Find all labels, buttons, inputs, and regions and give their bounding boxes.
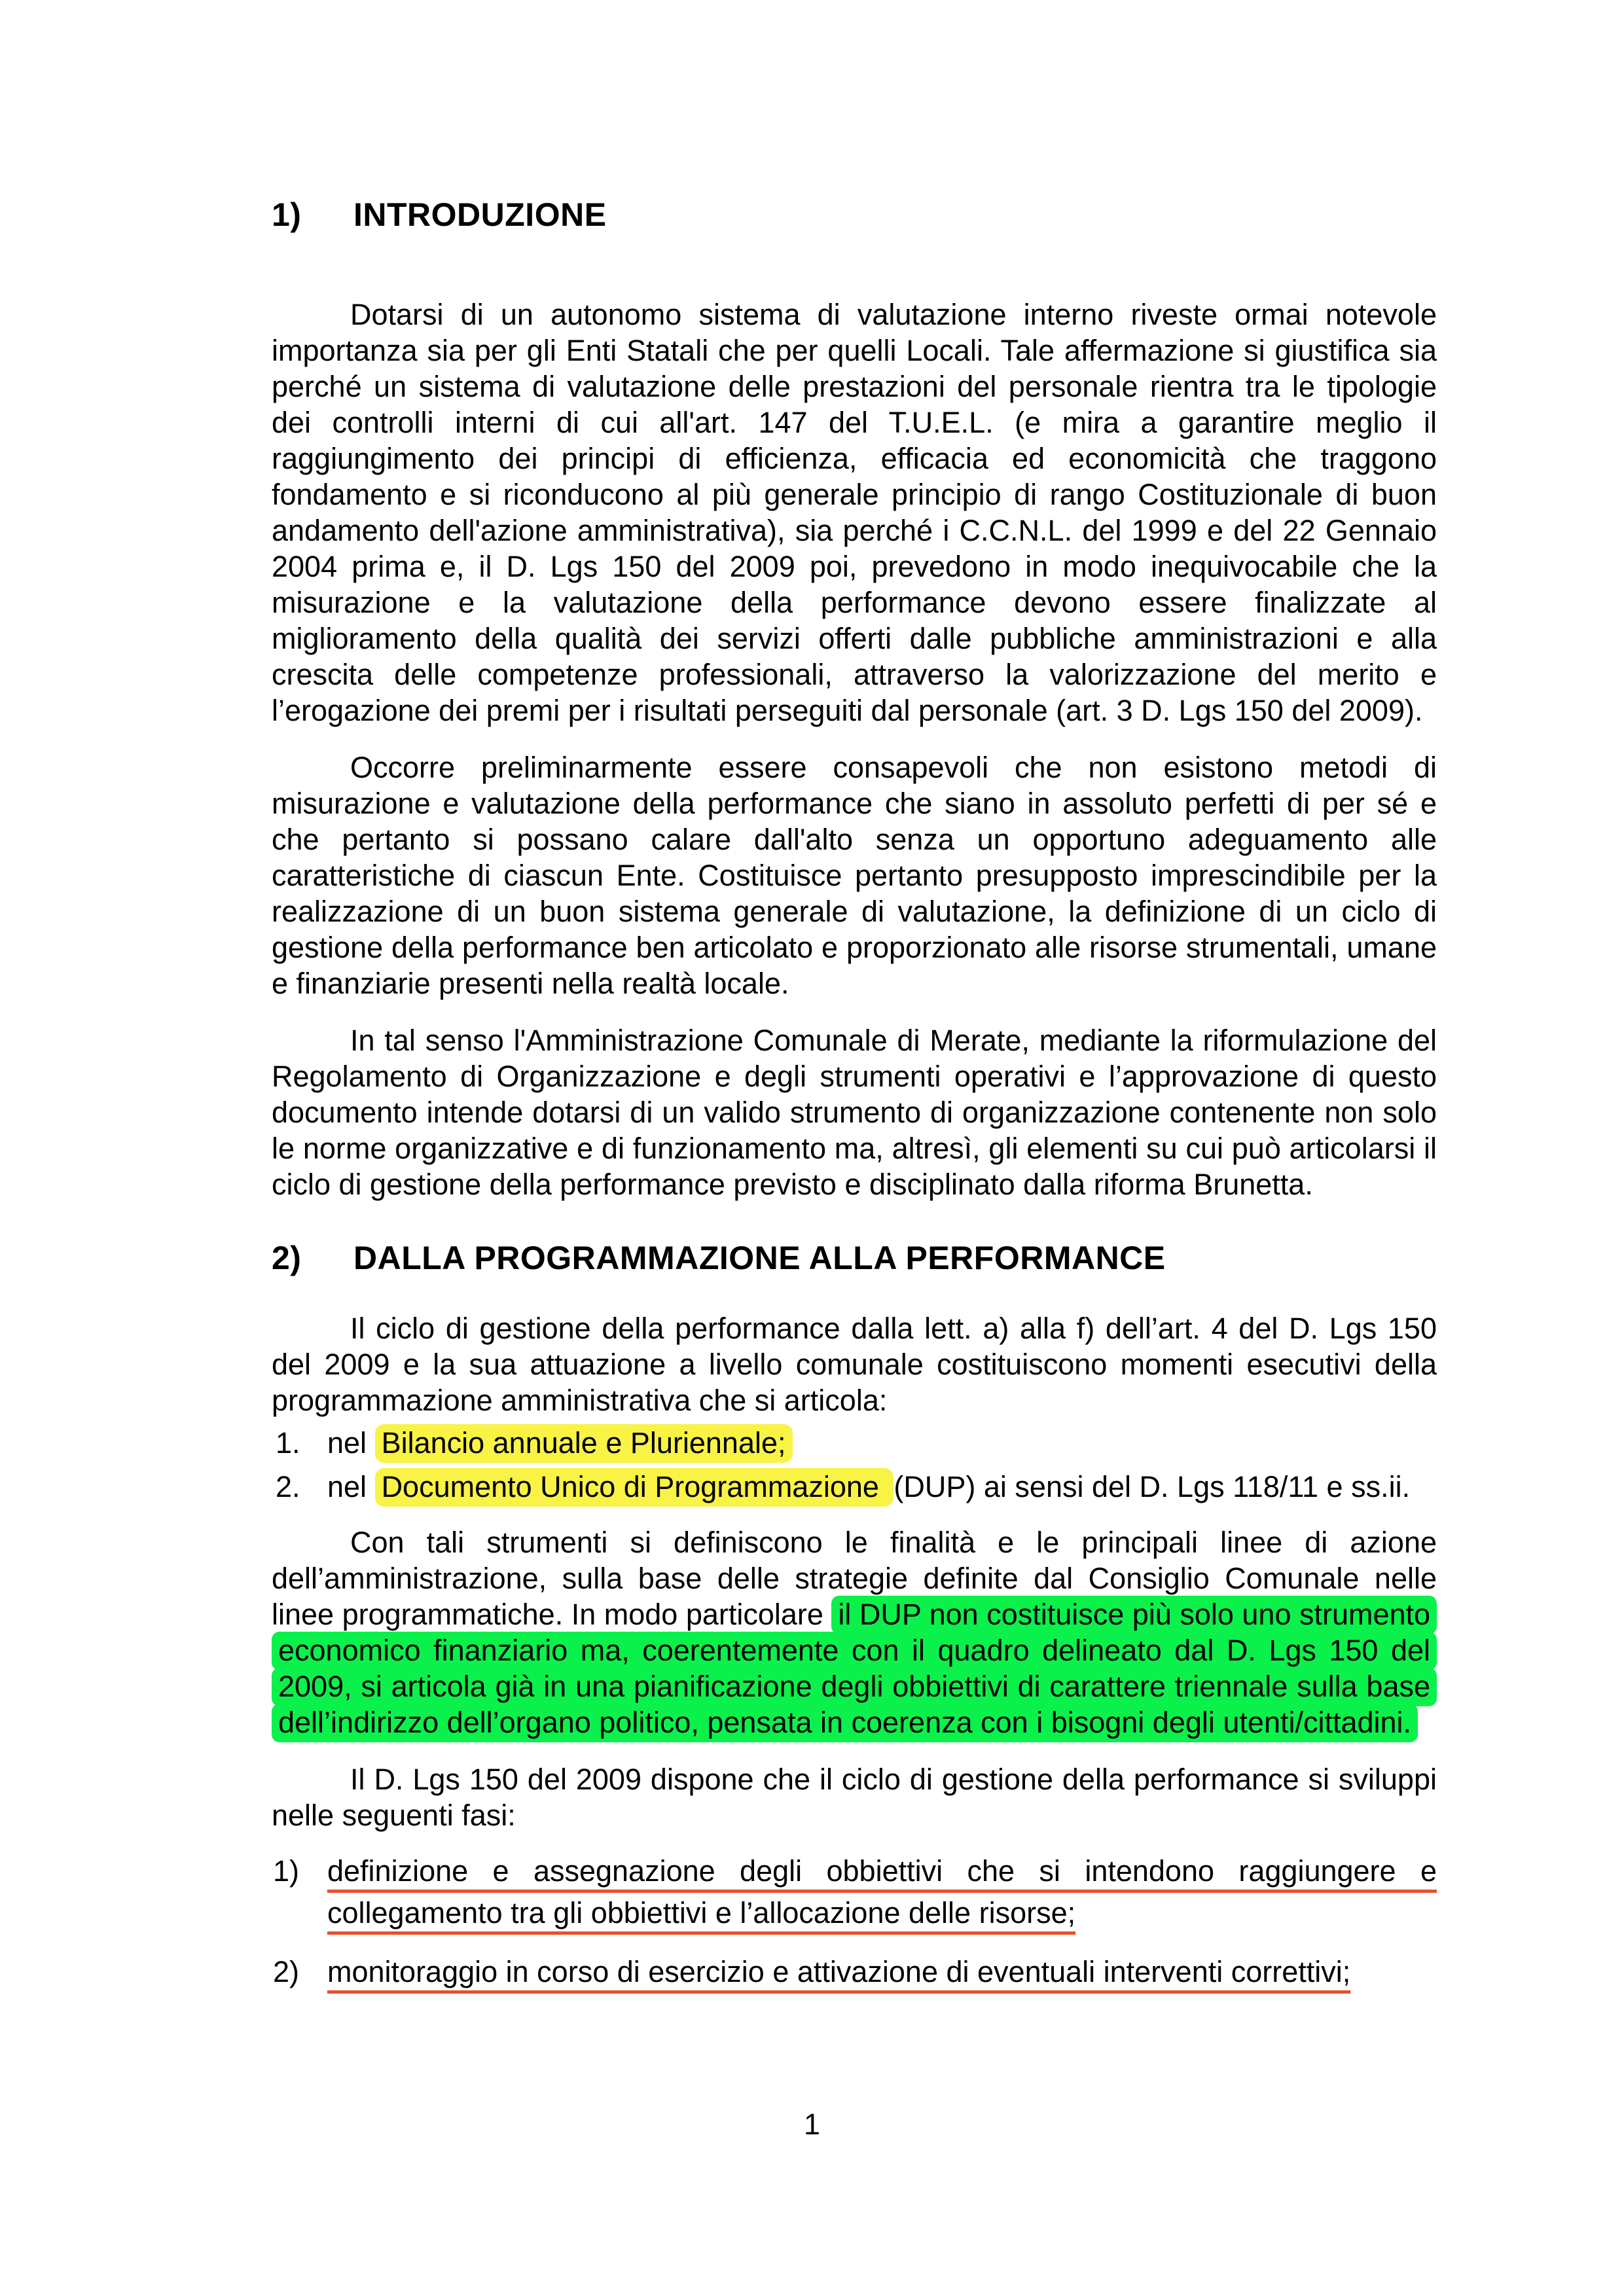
yellow-highlighted-text: Bilancio annuale e Pluriennale; xyxy=(375,1424,793,1463)
orange-underlined-text: definizione e assegnazione degli obbiettivi che si intendono raggiungere e collegamento tra gli obbiettivi e l’allocazione delle risorse; xyxy=(327,1854,1437,1929)
paragraph-fasi-intro: Il D. Lgs 150 del 2009 dispone che il ciclo di gestione della performance si sviluppi nelle seguenti fasi: xyxy=(272,1763,1437,1832)
heading-number: 2) xyxy=(272,1240,302,1276)
heading-text: INTRODUZIONE xyxy=(353,196,607,233)
list-item-lead: nel xyxy=(327,1426,375,1460)
paragraph-intro-3: In tal senso l'Amministrazione Comunale di Merate, mediante la riformulazione del Regolamento di Organizzazione e degli strumenti operativi e l’approvazione di questo documento intende dotarsi di un valido strumento di organizzazione contenente non solo le norme organizzative e di funzionamento ma, altresì, gli elementi su cui può articolarsi il ciclo di gestione della performance previsto e disciplinato dalla riforma Brunetta. xyxy=(272,1024,1437,1201)
list-item-marker: 1) xyxy=(273,1854,300,1888)
list-strumenti-programmazione xyxy=(272,1425,1437,1505)
list-item-marker: 2. xyxy=(276,1470,300,1503)
list-item xyxy=(272,1425,1437,1461)
page-number: 1 xyxy=(803,2108,821,2141)
list-item-marker: 2) xyxy=(273,1955,300,1988)
section-heading-intro xyxy=(272,195,1437,234)
heading-number: 1) xyxy=(272,196,302,233)
paragraph-intro-1: Dotarsi di un autonomo sistema di valutazione interno riveste ormai notevole importanza sia per gli Enti Statali che per quelli Locali. Tale affermazione si giustifica sia perché un sistema di valutazione delle prestazioni del personale rientra tra le tipologie dei controlli interni di cui all'art. 147 del T.U.E.L. (e mira a garantire meglio il raggiungimento dei principi di efficienza, efficacia ed economicità che traggono fondamento e si riconducono al più generale principio di rango Costituzionale di buon andamento dell'azione amministrativa), sia perché i C.C.N.L. del 1999 e del 22 Gennaio 2004 prima e, il D. Lgs 150 del 2009 poi, prevedono in modo inequivocabile che la misurazione e la valutazione della performance devono essere finalizzate al miglioramento della qualità dei servizi offerti dalle pubbliche amministrazioni e alla crescita delle competenze professionali, attraverso la valorizzazione del merito e l’erogazione dei premi per i risultati perseguiti dal personale (art. 3 D. Lgs 150 del 2009). xyxy=(272,298,1437,727)
paragraph-intro-2: Occorre preliminarmente essere consapevoli che non esistono metodi di misurazione e valutazione della performance che siano in assoluto perfetti di per sé e che pertanto si possano calare dall'alto senza un opportuno adeguamento alle caratteristiche di ciascun Ente. Costituisce pertanto presupposto imprescindibile per la realizzazione di un buon sistema generale di valutazione, la definizione di un ciclo di gestione della performance ben articolato e proporzionato alle risorse strumentali, umane e finanziarie presenti nella realtà locale. xyxy=(272,751,1437,1000)
orange-underlined-text: monitoraggio in corso di esercizio e attivazione di eventuali interventi correttivi; xyxy=(327,1955,1351,1988)
list-item-tail: (DUP) ai sensi del D. Lgs 118/11 e ss.ii. xyxy=(893,1470,1411,1503)
list-item-lead: nel xyxy=(327,1470,375,1503)
list-item xyxy=(272,1850,1437,1934)
list-item xyxy=(272,1469,1437,1505)
section-heading-programmazione xyxy=(272,1238,1437,1278)
paragraph-dup xyxy=(272,1524,1437,1740)
list-item-marker: 1. xyxy=(276,1426,300,1460)
yellow-highlighted-text: Documento Unico di Programmazione xyxy=(375,1468,894,1507)
list-item xyxy=(272,1951,1437,1993)
heading-text: DALLA PROGRAMMAZIONE ALLA PERFORMANCE xyxy=(353,1240,1166,1276)
list-fasi-ciclo xyxy=(272,1850,1437,1993)
paragraph-lead-text: Con tali strumenti si definiscono le finalità e le principali linee di azione dell’amministrazione, sulla base delle strategie definite dal Consiglio Comunale nelle linee programmatiche. In modo particolare xyxy=(272,1526,1437,1631)
paragraph-ciclo: Il ciclo di gestione della performance dalla lett. a) alla f) dell’art. 4 del D. Lgs 150 del 2009 e la sua attuazione a livello comunale costituiscono momenti esecutivi della programmazione amministrativa che si articola: xyxy=(272,1312,1437,1417)
green-highlighted-text: il DUP non costituisce più solo uno strumento economico finanziario ma, coerentemente con il quadro delineato dal D. Lgs 150 del 2009, si articola già in una pianificazione degli obbiettivi di carattere triennale sulla base dell’indirizzo dell’organo politico, pensata in coerenza con i bisogni degli utenti/cittadini. xyxy=(272,1596,1437,1742)
